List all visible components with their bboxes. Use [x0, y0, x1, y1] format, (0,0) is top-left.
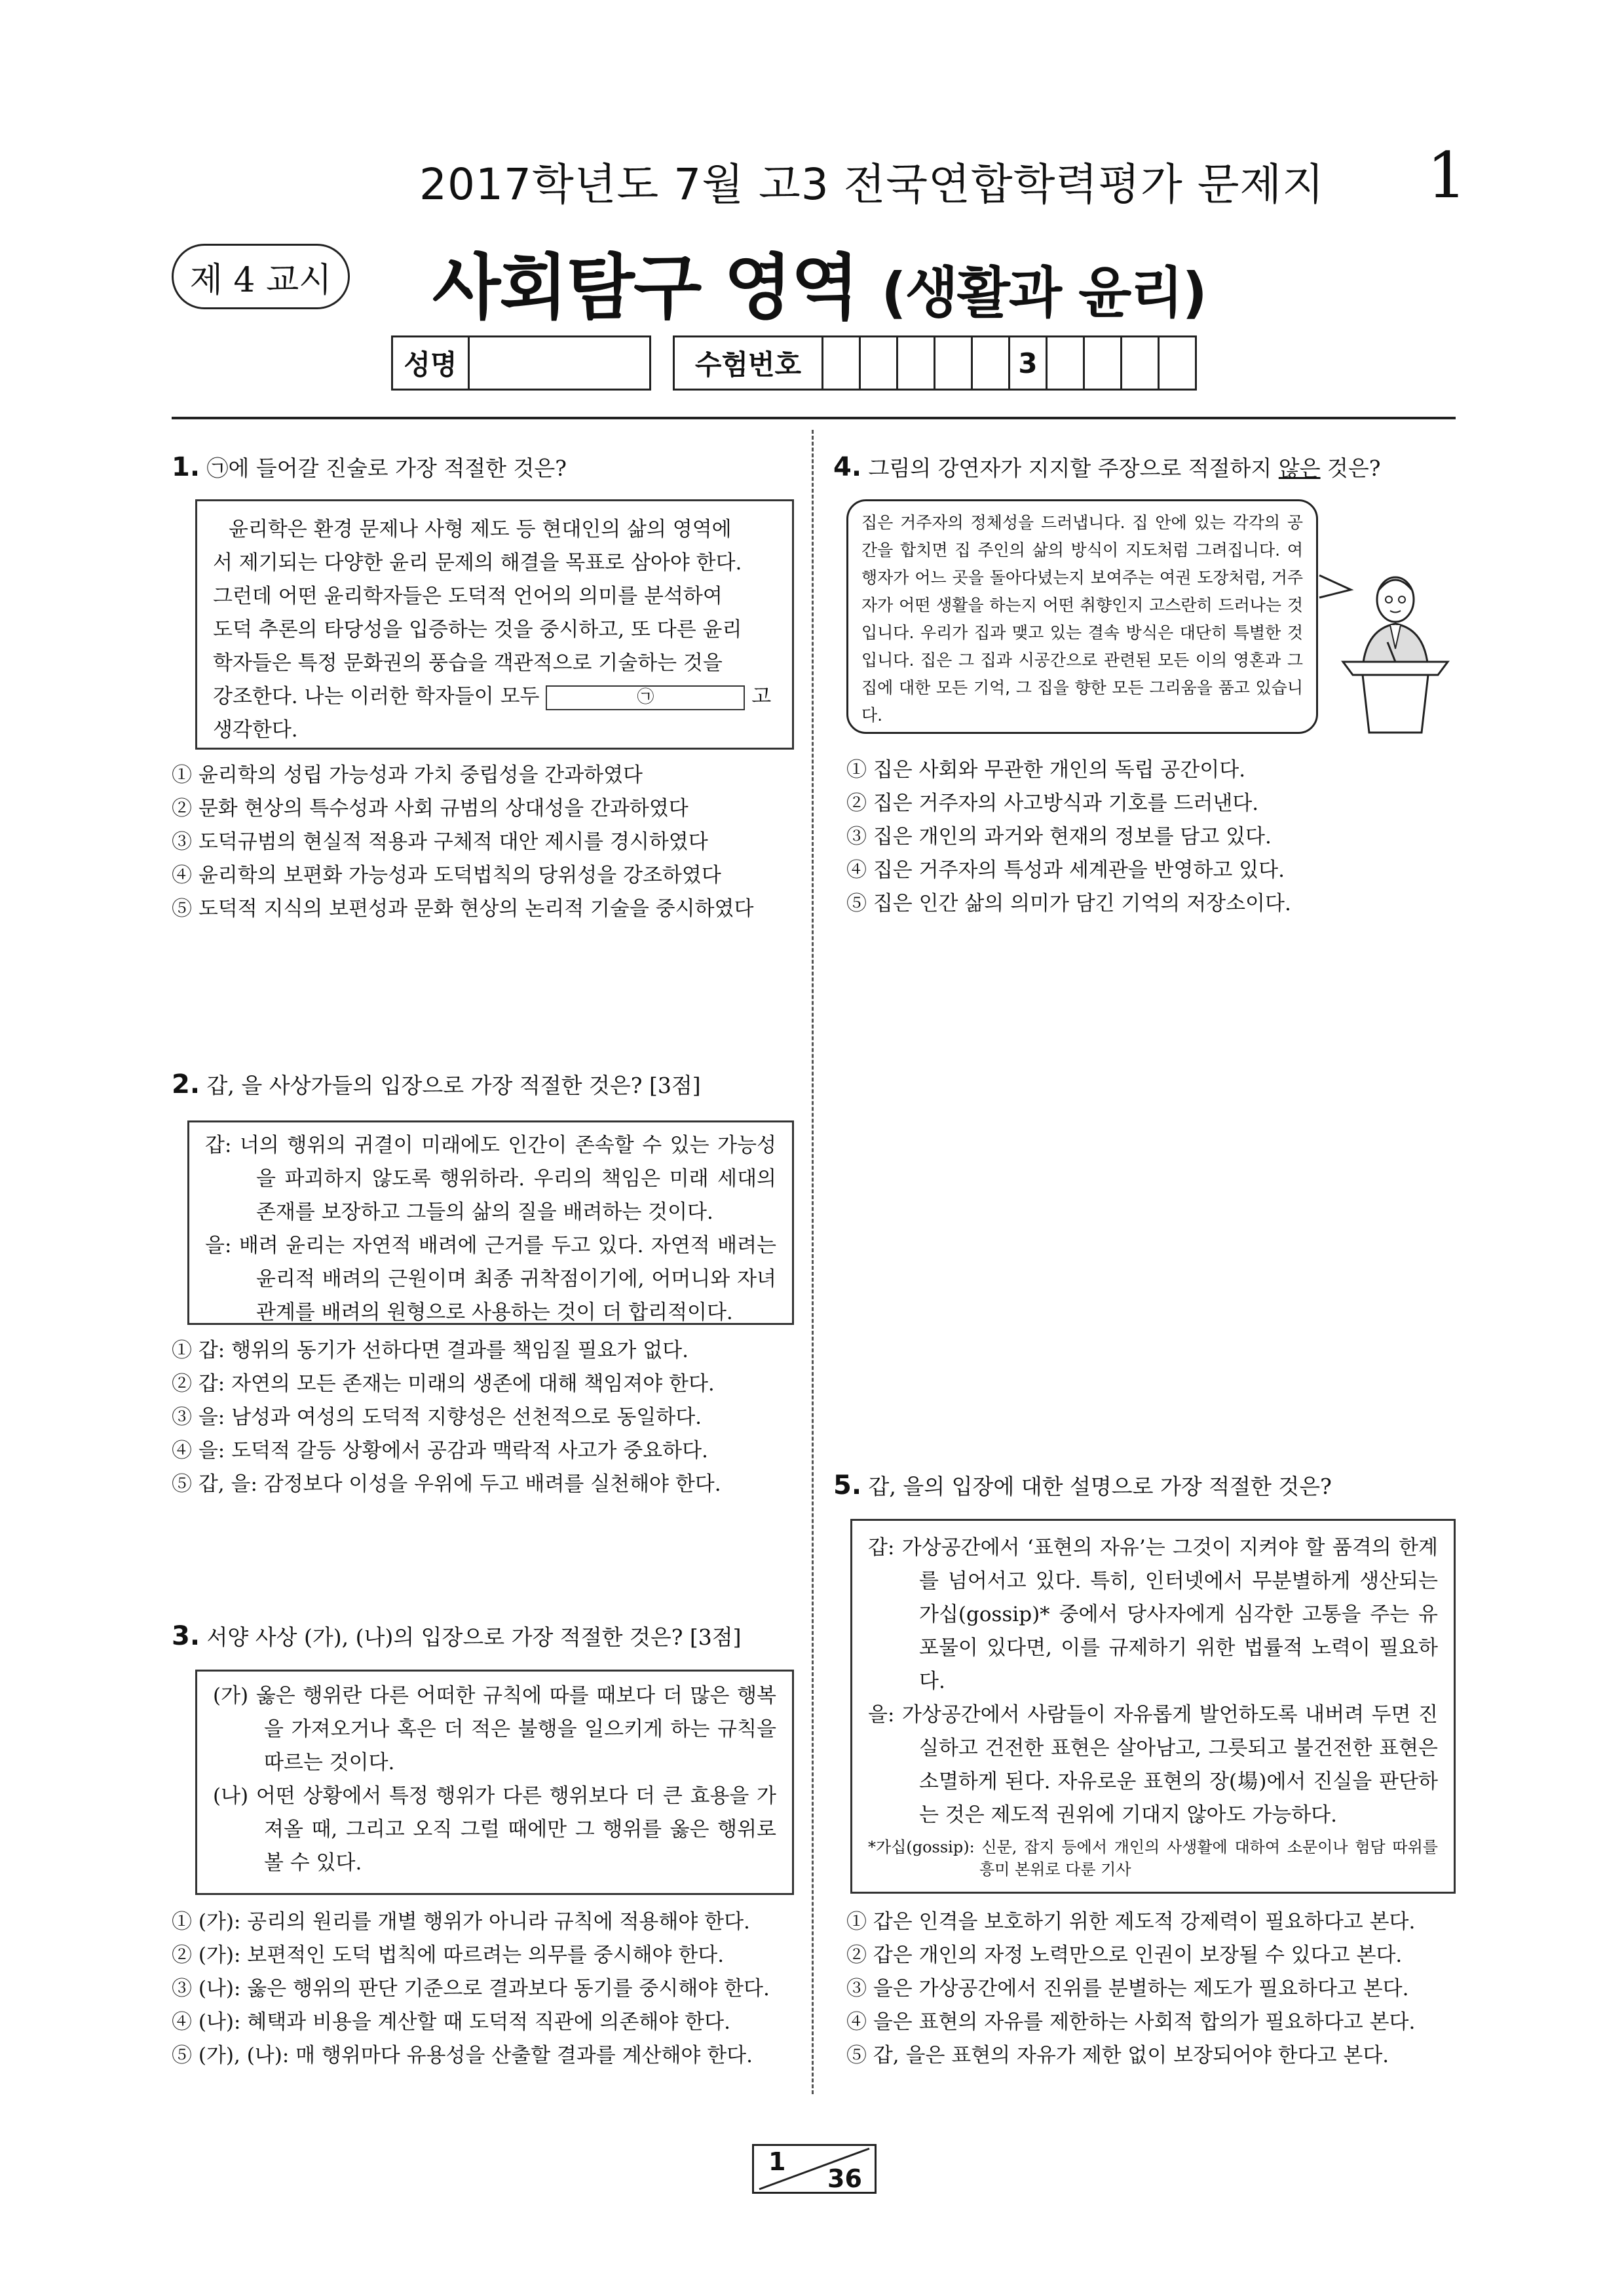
passage-ga: (가) 옳은 행위란 다른 어떠한 규칙에 따를 때보다 더 많은 행복을 가져오거나 혹은 더 적은 불행을 일으키게 하는 규칙을 따르는 것이다.: [213, 1684, 776, 1774]
choice-3[interactable]: ③ 집은 개인의 과거와 현재의 정보를 담고 있다.: [846, 825, 1272, 849]
choice-4[interactable]: ④ 윤리학의 보편화 가능성과 도덕법칙의 당위성을 강조하였다: [172, 864, 721, 887]
exam-number-box[interactable]: [1120, 335, 1160, 391]
page-number: 1: [1427, 139, 1467, 212]
total-pages: 36: [827, 2164, 862, 2193]
choice-4[interactable]: ④ 을은 표현의 자유를 제한하는 사회적 합의가 필요하다고 본다.: [846, 2010, 1416, 2034]
question-5-text: 갑, 을의 입장에 대한 설명으로 가장 적절한 것은?: [868, 1474, 1332, 1499]
column-divider: [812, 430, 814, 2094]
question-4-underline: 않은: [1278, 455, 1321, 481]
question-1-prompt: [172, 451, 787, 485]
choice-2[interactable]: ② 갑: 자연의 모든 존재는 미래의 생존에 대해 책임져야 한다.: [172, 1372, 715, 1396]
question-4-prompt: [833, 451, 1456, 485]
exam-number-box[interactable]: [934, 335, 973, 391]
current-page: 1: [768, 2147, 786, 2176]
choice-4[interactable]: ④ 을: 도덕적 갈등 상황에서 공감과 맥락적 사고가 중요하다.: [172, 1439, 708, 1463]
podium-top: [1343, 662, 1448, 675]
page-counter: [752, 2144, 877, 2194]
passage-na: (나) 어떤 상황에서 특정 행위가 다른 행위보다 더 큰 효용을 가져올 때, 그리고 오직 그럴 때에만 그 행위를 옳은 행위로 볼 수 있다.: [213, 1784, 776, 1875]
question-2-choices: [172, 1334, 801, 1501]
lecturer-illustration: [1317, 537, 1467, 734]
passage-gap: 갑: 너의 행위의 귀결이 미래에도 인간이 존속할 수 있는 가능성을 파괴하지 않도록 행위하라. 우리의 책임은 미래 세대의 존재를 보장하고 그들의 삶의 질을 배려하는 것이다.: [205, 1134, 776, 1224]
blank-box: [546, 685, 745, 710]
question-5-number: 5.: [833, 1470, 862, 1501]
name-label: 성명: [391, 335, 470, 391]
blank-mark: ㉠: [637, 687, 654, 707]
choice-4[interactable]: ④ 집은 거주자의 특성과 세계관을 반영하고 있다.: [846, 858, 1285, 882]
question-2-prompt: [172, 1068, 787, 1102]
question-5-prompt: [833, 1469, 1456, 1503]
passage-eul: 을: 가상공간에서 사람들이 자유롭게 발언하도록 내버려 두면 진실하고 건전한 표현은 살아남고, 그릇되고 불건전한 표현은 소멸하게 된다. 자유로운 표현의 장(場)에서 진실을 판단하는 것은 제도적 권위에 기대지 않아도 가능하다.: [868, 1703, 1438, 1827]
choice-1[interactable]: ① 윤리학의 성립 가능성과 가치 중립성을 간과하였다: [172, 763, 643, 787]
question-4-text: 그림의 강연자가 지지할 주장으로 적절하지: [868, 455, 1279, 481]
exam-number-box[interactable]: [971, 335, 1010, 391]
exam-number-box[interactable]: [1046, 335, 1085, 391]
header-rule: [172, 417, 1456, 419]
question-4-choices: [846, 754, 1456, 921]
passage-line: 도덕 추론의 타당성을 입증하는 것을 중시하고, 또 다른 윤리: [213, 618, 742, 641]
question-2-passage: [187, 1120, 794, 1325]
choice-4[interactable]: ④ (나): 혜택과 비용을 계산할 때 도덕적 직관에 의존해야 한다.: [172, 2010, 730, 2034]
passage-line: 강조한다. 나는 이러한 학자들이 모두: [213, 685, 540, 708]
question-1-passage: [195, 499, 794, 750]
passage-line: 고: [751, 685, 772, 708]
exam-number-box[interactable]: [1158, 335, 1197, 391]
exam-number-label: 수험번호: [673, 335, 823, 391]
choice-5[interactable]: ⑤ 갑, 을은 표현의 자유가 제한 없이 보장되어야 한다고 본다.: [846, 2044, 1389, 2067]
question-1-number: 1.: [172, 452, 200, 482]
passage-line: 생각한다.: [213, 718, 298, 742]
footnote: *가십(gossip): 신문, 잡지 등에서 개인의 사생활에 대하여 소문이나 험담 따위를 흥미 본위로 다룬 기사: [868, 1838, 1438, 1879]
subject-name: 사회탐구 영역: [432, 247, 858, 329]
choice-3[interactable]: ③ (나): 옳은 행위의 판단 기준으로 결과보다 동기를 중시해야 한다.: [172, 1977, 770, 2000]
choice-2[interactable]: ② 문화 현상의 특수성과 사회 규범의 상대성을 간과하였다: [172, 797, 689, 820]
choice-1[interactable]: ① 갑: 행위의 동기가 선하다면 결과를 책임질 필요가 없다.: [172, 1339, 689, 1362]
question-1-choices: [172, 759, 801, 926]
subject-subtitle: (생활과 윤리): [881, 261, 1206, 325]
question-2-number: 2.: [172, 1069, 200, 1100]
question-1-text: ㉠에 들어갈 진술로 가장 적절한 것은?: [206, 455, 567, 481]
exam-number-digit: 3: [1008, 335, 1048, 391]
period-badge: 제 4 교시: [172, 244, 350, 309]
choice-2[interactable]: ② (가): 보편적인 도덕 법칙에 따르려는 의무를 중시해야 한다.: [172, 1943, 725, 1967]
choice-5[interactable]: ⑤ 집은 인간 삶의 의미가 담긴 기억의 저장소이다.: [846, 892, 1291, 915]
choice-1[interactable]: ① 갑은 인격을 보호하기 위한 제도적 강제력이 필요하다고 본다.: [846, 1910, 1416, 1934]
passage-eul: 을: 배려 윤리는 자연적 배려에 근거를 두고 있다. 자연적 배려는 윤리적 배려의 근원이며 최종 귀착점이기에, 어머니와 자녀 관계를 배려의 원형으로 사용하는 것이 더 합리적이다.: [205, 1234, 776, 1324]
exam-number-box[interactable]: [859, 335, 898, 391]
lecturer-head: [1377, 577, 1414, 622]
question-4-text-end: 것은?: [1320, 455, 1381, 481]
choice-3[interactable]: ③ 도덕규범의 현실적 적용과 구체적 대안 제시를 경시하였다: [172, 830, 708, 854]
choice-2[interactable]: ② 갑은 개인의 자정 노력만으로 인권이 보장될 수 있다고 본다.: [846, 1943, 1403, 1967]
question-3-choices: [172, 1905, 806, 2073]
question-3-passage: [195, 1670, 794, 1895]
choice-1[interactable]: ① 집은 사회와 무관한 개인의 독립 공간이다.: [846, 758, 1246, 782]
examinee-info-row: [393, 335, 1197, 391]
passage-line: 윤리학은 환경 문제나 사형 제도 등 현대인의 삶의 영역에: [229, 518, 732, 541]
podium-body: [1363, 675, 1428, 733]
passage-line: 학자들은 특정 문화권의 풍습을 객관적으로 기술하는 것을: [213, 651, 723, 675]
question-4-number: 4.: [833, 452, 862, 482]
bubble-tail: [1319, 575, 1351, 598]
question-3-number: 3.: [172, 1621, 200, 1651]
choice-3[interactable]: ③ 을: 남성과 여성의 도덕적 지향성은 선천적으로 동일하다.: [172, 1406, 702, 1429]
choice-5[interactable]: ⑤ 도덕적 지식의 보편성과 문화 현상의 논리적 기술을 중시하였다: [172, 897, 754, 921]
choice-5[interactable]: ⑤ (가), (나): 매 행위마다 유용성을 산출할 결과를 계산해야 한다.: [172, 2044, 753, 2067]
question-5-choices: [846, 1905, 1462, 2073]
passage-gap: 갑: 가상공간에서 ‘표현의 자유’는 그것이 지켜야 할 품격의 한계를 넘어서고 있다. 특히, 인터넷에서 무분별하게 생산되는 가십(gossip)* 중에서 당사자에게 심각한 고통을 주는 유포물이 있다면, 이를 규제하기 위한 법률적 노력이 필요하다.: [868, 1536, 1438, 1693]
exam-number-box[interactable]: [821, 335, 861, 391]
question-5-passage: [850, 1519, 1456, 1894]
choice-5[interactable]: ⑤ 갑, 을: 감정보다 이성을 우위에 두고 배려를 실천해야 한다.: [172, 1472, 721, 1496]
choice-1[interactable]: ① (가): 공리의 원리를 개별 행위가 아니라 규칙에 적용해야 한다.: [172, 1910, 750, 1934]
question-3-prompt: [172, 1620, 787, 1654]
choice-3[interactable]: ③ 을은 가상공간에서 진위를 분별하는 제도가 필요하다고 본다.: [846, 1977, 1409, 2000]
passage-line: 그런데 어떤 윤리학자들은 도덕적 언어의 의미를 분석하여: [213, 584, 723, 608]
exam-title: 2017학년도 7월 고3 전국연합학력평가 문제지: [419, 159, 1325, 210]
speech-bubble: 집은 거주자의 정체성을 드러냅니다. 집 안에 있는 각각의 공간을 합치면 집 주인의 삶의 방식이 지도처럼 그려집니다. 여행자가 어느 곳을 돌아다녔는지 보여주는 여권 도장처럼, 거주자가 어떤 생활을 하는지 어떤 취향인지 고스란히 드러나는 것입니다. 우리가 집과 맺고 있는 결속 방식은 대단히 특별한 것입니다. 집은 그 집과 시공간으로 관련된 모든 이의 영혼과 그 집에 대한 모든 기억, 그 집을 향한 모든 그리움을 품고 있습니다.: [846, 499, 1318, 734]
exam-number-box[interactable]: [1083, 335, 1122, 391]
exam-number-box[interactable]: [896, 335, 935, 391]
question-3-text: 서양 사상 (가), (나)의 입장으로 가장 적절한 것은? [3점]: [206, 1624, 742, 1650]
question-2-text: 갑, 을 사상가들의 입장으로 가장 적절한 것은? [3점]: [206, 1073, 701, 1098]
name-field[interactable]: [468, 335, 651, 391]
passage-line: 서 제기되는 다양한 윤리 문제의 해결을 목표로 삼아야 한다.: [213, 551, 742, 575]
subject-title: [432, 231, 1206, 332]
choice-2[interactable]: ② 집은 거주자의 사고방식과 기호를 드러낸다.: [846, 792, 1259, 815]
